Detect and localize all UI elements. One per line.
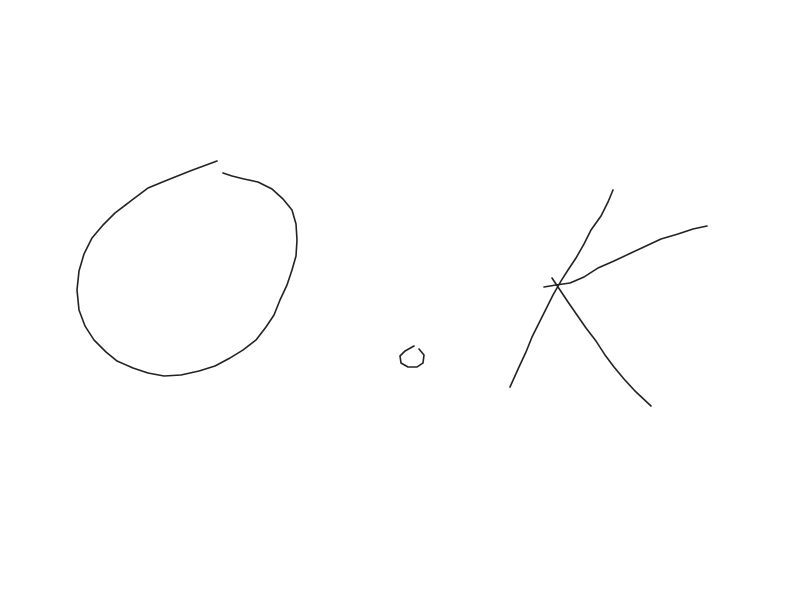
letter-k-lower-leg-stroke	[552, 278, 651, 406]
letter-o-stroke	[77, 161, 297, 376]
period-stroke	[400, 346, 424, 367]
letter-k-upper-arm-stroke	[544, 226, 707, 287]
letter-k-diagonal-stroke	[510, 190, 613, 387]
